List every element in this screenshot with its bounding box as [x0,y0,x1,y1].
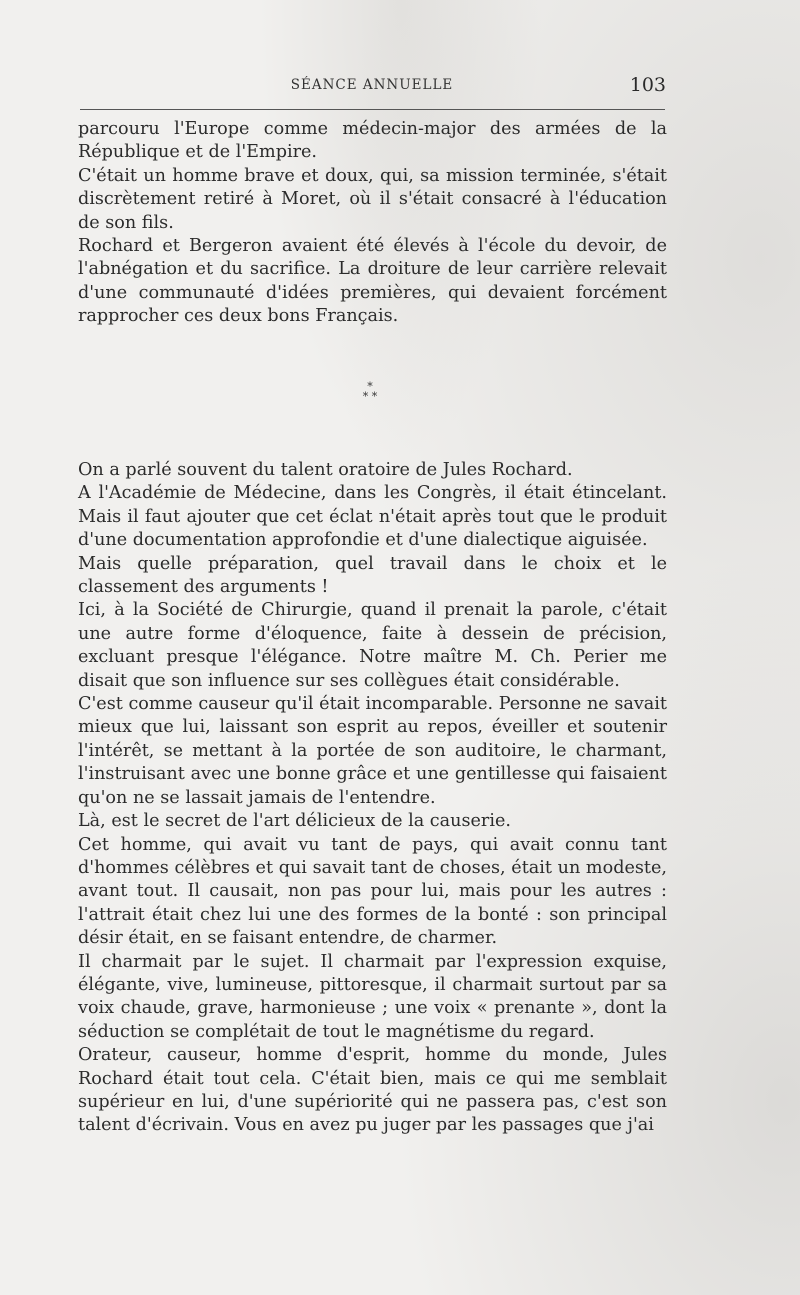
paragraph: Rochard et Bergeron avaient été élevés à l'école du devoir, de l'abnégation et du sacrifice. La droiture de leur carrière relevait d'une communauté d'idées premières, qui devaient forcément rapprocher ces deux bons Français. [78,236,667,327]
page-header [78,74,666,98]
header-rule [80,109,665,110]
paragraph: Cet homme, qui avait vu tant de pays, qui avait connu tant d'hommes célèbres et qui savait tant de choses, était un modeste, avant tout. Il causait, non pas pour lui, mais pour les autres : l'attrait était chez lui une des formes de la bonté : son principal désir était, en se faisant entendre, de charmer. [78,834,667,949]
paragraph: C'était un homme brave et doux, qui, sa mission terminée, s'était discrètement retiré à Moret, où il s'était consacré à l'éducation de son fils. [78,165,667,233]
paragraph: C'est comme causeur qu'il était incomparable. Personne ne savait mieux que lui, laissant son esprit au repos, éveiller et soutenir l'intérêt, se mettant à la portée de son auditoire, le charmant, l'instruisant avec une bonne grâce et une gentillesse qui faisaient qu'on ne se lassait jamais de l'entendre. [78,694,667,808]
paragraph: Là, est le secret de l'art délicieux de la causerie. [78,811,511,832]
paragraph: Il charmait par le sujet. Il charmait par l'expression exquise, élégante, vive, lumineuse, pittoresque, il charmait surtout par sa voix chaude, grave, harmonieuse ; une voix « prenante », dont la séduction se complétait de tout le magnétisme du regard. [78,951,667,1042]
paragraph: parcouru l'Europe comme médecin-major des armées de la République et de l'Empire. [78,119,667,163]
running-title: SÉANCE ANNUELLE [290,77,454,93]
asterism-divider [340,382,400,412]
paragraph: A l'Académie de Médecine, dans les Congrès, il était étincelant. Mais il faut ajouter que cet éclat n'était après tout que le produit d'une documentation approfondie et d'une dialectique aiguisée. [78,483,667,551]
text-block-lower [78,459,667,1138]
paragraph: On a parlé souvent du talent oratoire de Jules Rochard. [78,460,573,480]
asterism-top: * [367,380,373,393]
paragraph: Mais quelle préparation, quel travail dans le choix et le classement des arguments ! [78,553,667,598]
paragraph: Ici, à la Société de Chirurgie, quand il prenait la parole, c'était une autre forme d'éloquence, faite à dessein de précision, excluant presque l'élégance. Notre maître M. Ch. Perier me disait que son influence sur ses collègues était considérable. [78,600,667,691]
asterism-bottom: * * [362,390,378,403]
page-number: 103 [629,74,666,96]
paragraph: Orateur, causeur, homme d'esprit, homme du monde, Jules Rochard était tout cela. C'était bien, mais ce qui me semblait supérieur en lui, d'une supériorité qui ne passera pas, c'est son talent d'écrivain. Vous en avez pu juger par les passages que j'ai [78,1045,667,1136]
text-block-upper [78,118,667,329]
